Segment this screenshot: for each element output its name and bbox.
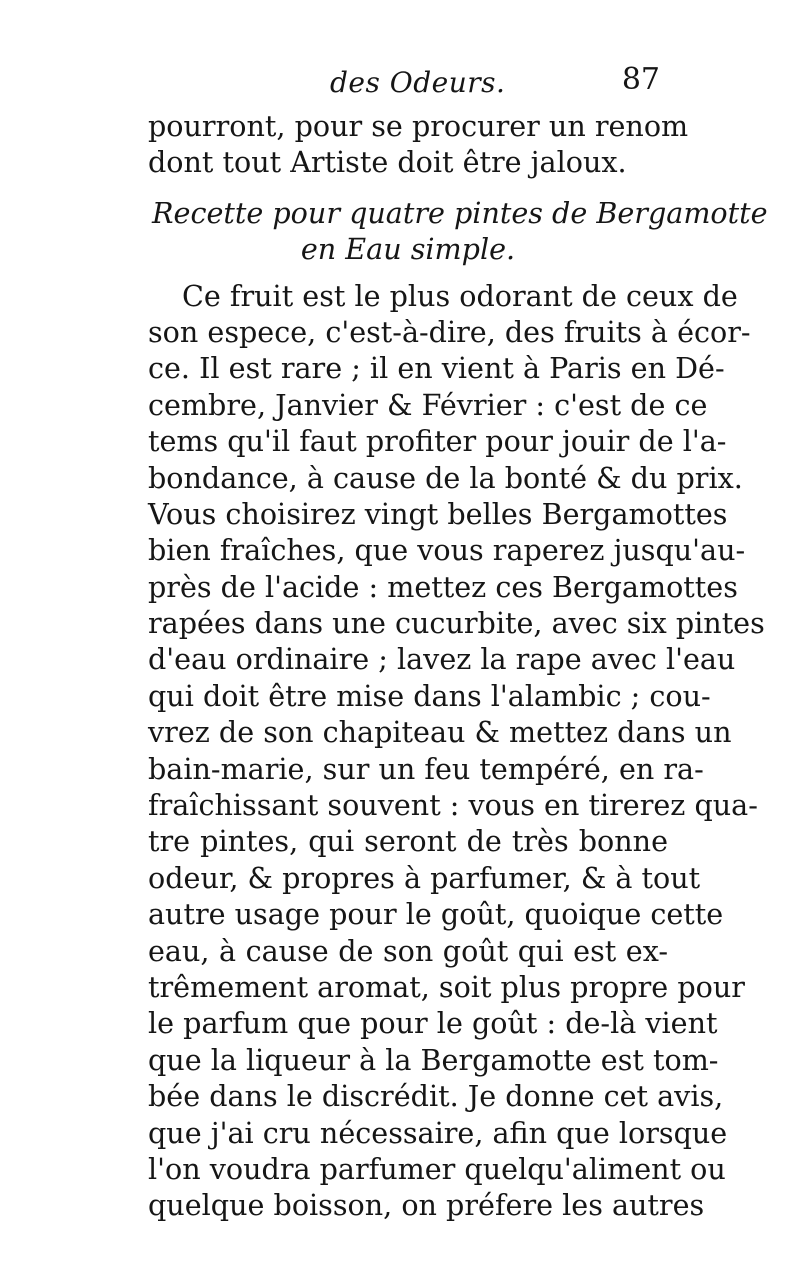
text-line: tems qu'il faut profiter pour jouir de l'a- (148, 424, 727, 459)
text-line: son espece, c'est-à-dire, des fruits à écor- (148, 314, 751, 349)
text-block (148, 108, 768, 1224)
text-line: cembre, Janvier & Février : c'est de ce (148, 387, 708, 422)
text-line: odeur, & propres à parfumer, & à tout (148, 860, 701, 895)
text-line: pourront, pour se procurer un renom (148, 109, 689, 143)
text-line: autre usage pour le goût, quoique cette (148, 897, 724, 932)
text-line: fraîchissant souvent : vous en tirerez qua- (148, 788, 758, 823)
text-line: bondance, à cause de la bonté & du prix. (148, 460, 743, 495)
text-line: tre pintes, qui seront de très bonne (148, 824, 668, 859)
page-number: 87 (621, 62, 660, 97)
carryover-paragraph (148, 108, 689, 181)
text-line: dont tout Artiste doit être jaloux. (148, 145, 627, 180)
text-line: Vous choisirez vingt belles Bergamottes (148, 496, 728, 531)
text-line: rapées dans une cucurbite, avec six pintes (148, 606, 765, 641)
text-line: Ce fruit est le plus odorant de ceux de (182, 278, 738, 313)
text-line: près de l'acide : mettez ces Bergamottes (148, 569, 738, 604)
text-line: l'on voudra parfumer quelqu'aliment ou (148, 1151, 726, 1186)
text-line: que la liqueur à la Bergamotte est tom- (148, 1042, 719, 1077)
text-line: d'eau ordinaire ; lavez la rape avec l'eau (148, 642, 736, 677)
running-head (150, 62, 660, 106)
text-line: qui doit être mise dans l'alambic ; cou- (148, 678, 711, 713)
heading-line: Recette pour quatre pintes de Bergamotte (152, 195, 768, 230)
text-line: le parfum que pour le goût : de-là vient (148, 1006, 718, 1041)
text-line: que j'ai cru nécessaire, afin que lorsque (148, 1115, 728, 1150)
text-line: vrez de son chapiteau & mettez dans un (148, 715, 732, 750)
text-line: ce. Il est rare ; il en vient à Paris en Dé- (148, 351, 725, 386)
text-line: eau, à cause de son goût qui est ex- (148, 933, 668, 968)
text-line: trêmement aromat, soit plus propre pour (148, 969, 745, 1004)
text-line: bien fraîches, que vous raperez jusqu'au- (148, 533, 746, 568)
text-line: quelque boisson, on préfere les autres (148, 1188, 705, 1223)
text-line: bée dans le discrédit. Je donne cet avis, (148, 1079, 724, 1114)
recipe-paragraph (148, 278, 765, 1224)
text-line: bain-marie, sur un feu tempéré, en ra- (148, 751, 704, 786)
running-title: des Odeurs. (330, 66, 506, 99)
recipe-heading (148, 195, 768, 268)
heading-line: en Eau simple. (300, 232, 516, 267)
